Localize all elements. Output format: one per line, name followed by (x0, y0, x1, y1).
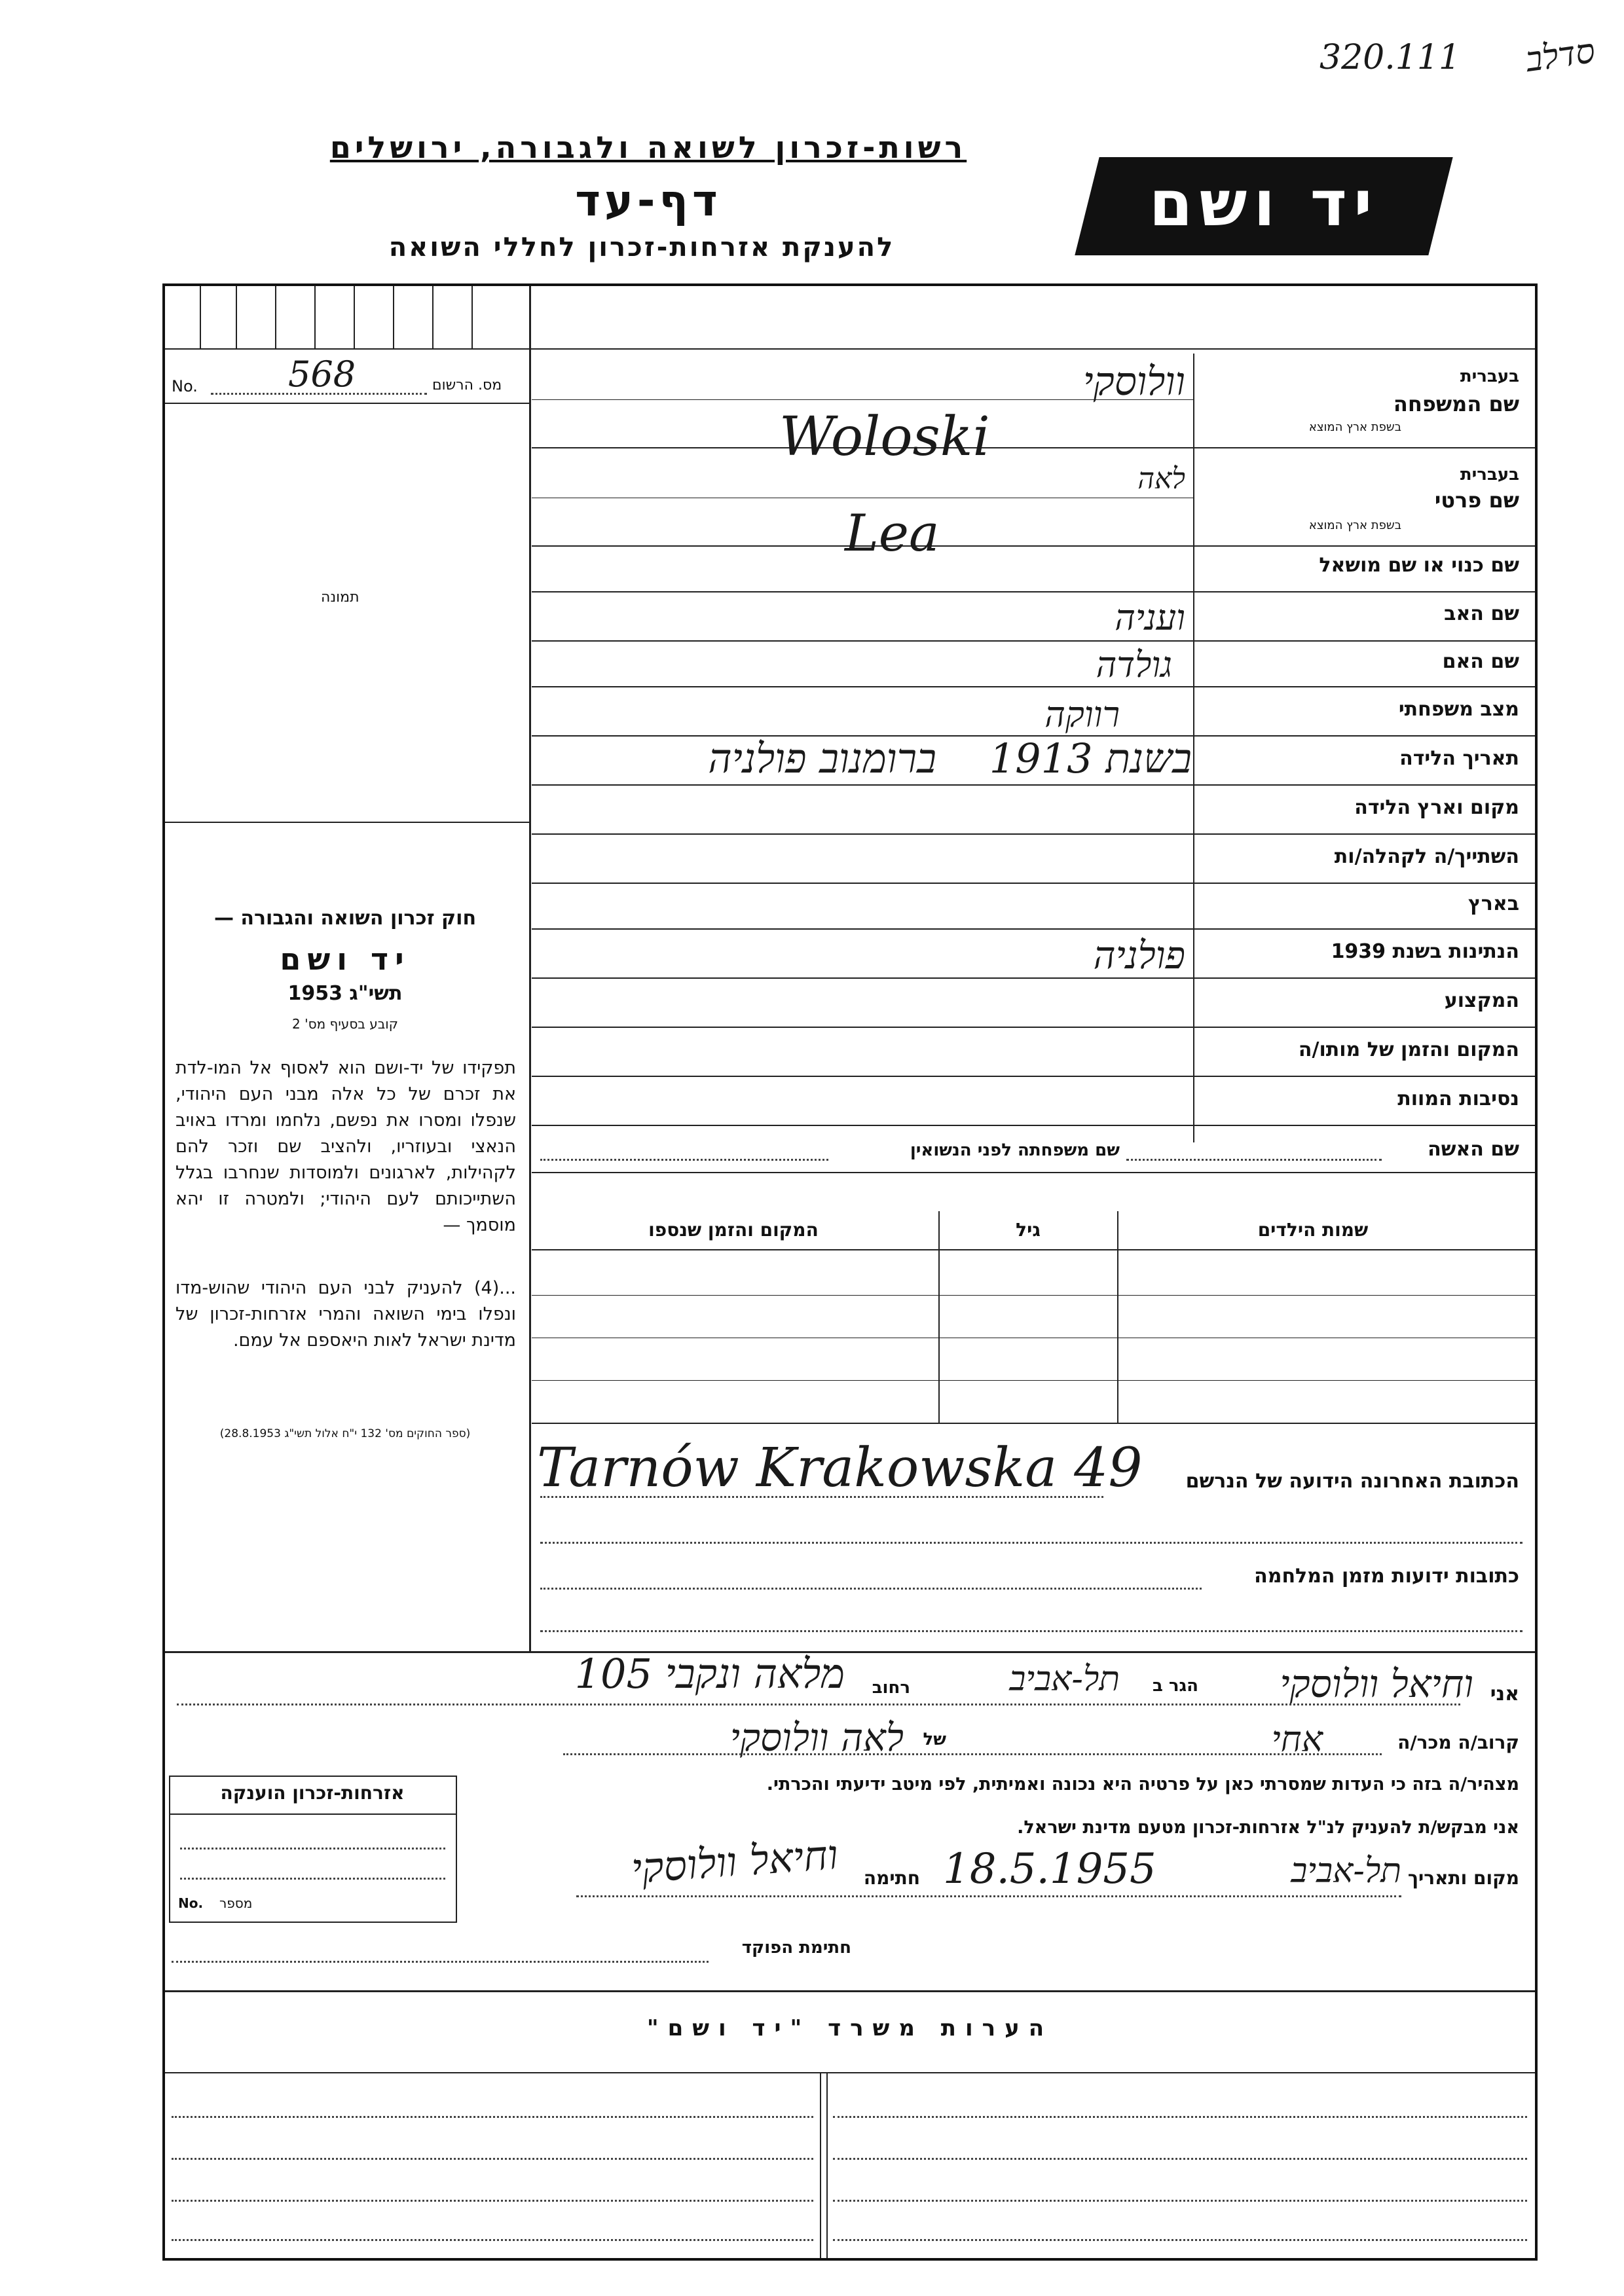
declaration-i-label: אני (1490, 1683, 1519, 1705)
place-date-label: מקום ותאריך (1407, 1867, 1519, 1889)
first-name-sub-origin: בשפת ארץ המוצא (1308, 519, 1401, 532)
community-label: השתייך/ה לקהלה/ות (1334, 845, 1519, 868)
law-section: קובע בסעיף מס' 2 (292, 1016, 398, 1032)
wife-maiden-label: שם משפחתה לפני הנשואין (910, 1140, 1120, 1160)
citizenship-1939-label: הנתינות בשנת 1939 (1331, 940, 1519, 963)
country-label: בארץ (1467, 892, 1519, 915)
street-label: רחוב (872, 1678, 910, 1698)
place-value: תל-אביב (1291, 1851, 1401, 1891)
family-name-hebrew-value: וולוסקי (1082, 359, 1185, 405)
remarks-title: הערות משרד "יד ושם" (646, 2015, 1054, 2041)
granted-citizenship-title: אזרחות-זכרון הוענקה (220, 1782, 405, 1804)
mother-name-value: גולדה (1096, 644, 1172, 685)
wife-label: שם האשה (1428, 1138, 1519, 1161)
marital-status-value: רווקה (1044, 694, 1120, 735)
archive-code: סדלב (1523, 31, 1598, 81)
last-address-value: Tarnów Krakowska 49 (537, 1437, 1143, 1499)
form-subtitle: להענקת אזרחות-זכרון לחללי השואה (388, 232, 895, 263)
death-place-time-label: המקום והזמן של מותו/ה (1298, 1038, 1519, 1061)
of-label: של (923, 1730, 946, 1749)
birth-date-value: בשנת 1913 (989, 735, 1192, 782)
registration-number: 568 (288, 354, 356, 395)
children-col-age: גיל (1016, 1219, 1041, 1241)
declarant-signature: וחיאל וולוסקי (629, 1831, 840, 1893)
law-name: יד ושם (280, 941, 411, 977)
mother-name-label: שם האם (1442, 650, 1519, 673)
resident-label: הגר ב (1152, 1676, 1198, 1696)
birth-place-value: ברומנוב פולניה (708, 735, 936, 782)
children-col-names: שמות הילדים (1257, 1219, 1369, 1241)
father-name-label: שם האב (1444, 602, 1519, 625)
birth-place-label: מקום וארץ הלידה (1354, 796, 1519, 819)
of-name: לאה וולוסקי (729, 1715, 904, 1760)
family-name-origin-value: Woloski (779, 406, 990, 468)
children-col-place-time: המקום והזמן שנספו (648, 1219, 819, 1241)
law-year: תשי"ג 1953 (287, 982, 403, 1005)
signature-label: חתימה (863, 1867, 920, 1889)
first-name-hebrew-value: לאה (1137, 462, 1185, 496)
officer-signature-label: חתימת הפוקד (741, 1938, 851, 1958)
form-title: דף-עד (575, 175, 722, 226)
registration-label: מס. הרשום (432, 377, 502, 393)
nickname-label: שם כנוי או שם מושאל (1319, 554, 1519, 577)
law-citation: (ספר החוקים מס' 132 י"ח אלול תשי"ג 28.8.1953) (219, 1427, 471, 1440)
birth-date-label: תאריך הלידה (1399, 747, 1519, 770)
declarant-name: וחיאל וולוסקי (1280, 1662, 1473, 1706)
relation-value: אחי (1271, 1719, 1323, 1760)
wartime-address-label: כתובות ידועות מזמן המלחמה (1254, 1565, 1519, 1588)
family-name-label: שם המשפחה (1393, 392, 1519, 416)
family-name-sub-hebrew: בעברית (1460, 367, 1519, 386)
law-clause: ...(4) להעניק לבני העם היהודי שהוש-מדו ונפלו בימי השואה והמרי אזרחות-זכרון של מדינת ישראל לאות היאספם אל עמם. (175, 1278, 516, 1351)
last-address-label: הכתובת האחרונה הידועה של הנרשם (1185, 1470, 1519, 1493)
yad-vashem-logo-text: יד ושם (1149, 167, 1379, 240)
first-name-label: שם פרטי (1434, 488, 1519, 513)
declaration-text: מצהיר/ה בזה כי העדות שמסרתי כאן על פרטיה היא נכונה ואמיתית, לפי מיטב ידיעתי והכרתי. (766, 1774, 1519, 1795)
form-frame (162, 283, 1538, 2261)
archive-ref-number: 320.111 (1320, 38, 1461, 77)
first-name-sub-hebrew: בעברית (1460, 465, 1519, 484)
resident-city: תל-אביב (1009, 1660, 1120, 1699)
father-name-value: ועניה (1115, 597, 1185, 638)
registration-no-label: No. (172, 377, 198, 395)
family-name-sub-origin: בשפת ארץ המוצא (1308, 420, 1401, 434)
granted-number-label: מספר (219, 1895, 253, 1911)
law-title: חוק זכרון השואה והגבורה — (213, 907, 477, 930)
citizenship-value: פולניה (1093, 933, 1185, 977)
marital-status-label: מצב משפחתי (1398, 698, 1519, 721)
profession-label: המקצוע (1444, 989, 1519, 1012)
granted-number-label-no: No. (178, 1895, 204, 1911)
law-body: תפקידו של יד-ושם הוא לאסוף אל המו-לדת את זכרם של כל אלה מבני העם היהודי, שנפלו ומסרו את נפשם, נלחמו ומרדו באויב הנאצי ובעוזריו, ולהציב שם וזכר להם לקהילות, לארגונים ולמוסדות שנחרבו בגלל השתייכותם לעם היהודי; ולמטרה זו יהא מוסמך — (175, 1058, 516, 1235)
relation-label: קרוב/ה מכר/ה (1397, 1732, 1519, 1753)
date-value: 18.5.1955 (943, 1845, 1156, 1893)
photo-label: תמונה (321, 589, 360, 606)
street-value: מלאה ונקבי 105 (574, 1650, 845, 1698)
request-text: אני מבקש/ת להעניק לנ"ל אזרחות-זכרון מטעם מדינת ישראל. (1017, 1817, 1519, 1838)
organization-line: רשות-זכרון לשואה ולגבורה, ירושלים (329, 130, 967, 165)
first-name-origin-value: Lea (845, 504, 940, 563)
death-circumstances-label: נסיבות המוות (1397, 1087, 1519, 1110)
